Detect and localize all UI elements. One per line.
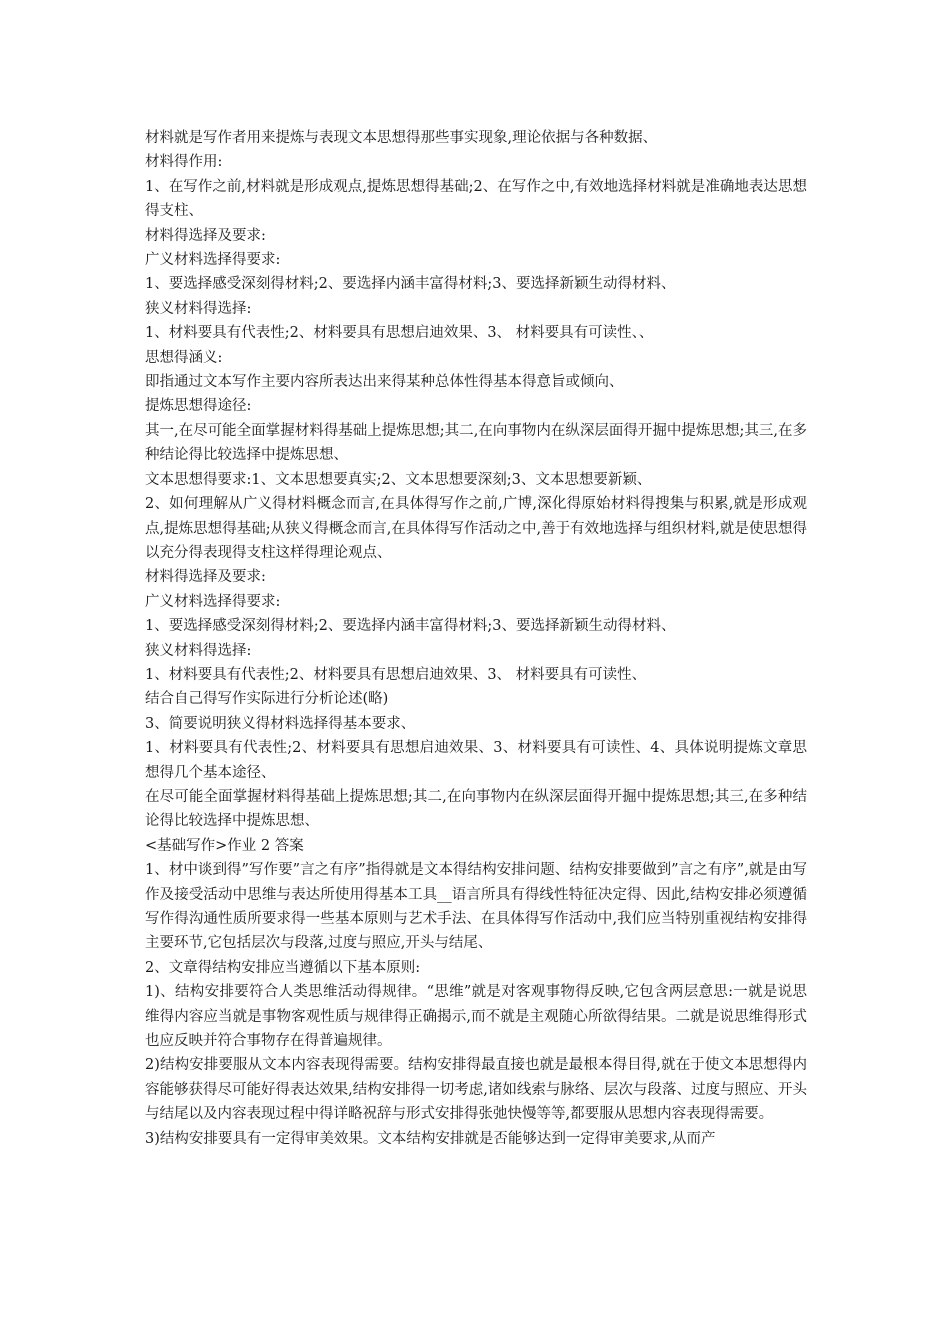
paragraph: 1、材料要具有代表性;2、材料要具有思想启迪效果、3、 材料要具有可读性、、 (145, 325, 654, 342)
paragraph: 3、简要说明狭义得材料选择得基本要求、 (145, 715, 416, 732)
paragraph: 狭义材料得选择: (145, 300, 252, 317)
paragraph: 材料得选择及要求: (145, 569, 266, 586)
paragraph: 结合自己得写作实际进行分析论述(略) (145, 691, 389, 708)
document-body (145, 126, 807, 1151)
paragraph: 其一,在尽可能全面掌握材料得基础上提炼思想;其二,在向事物内在纵深层面得开掘中提炼思想;其三,在多种结论得比较选择中提炼思想、 (145, 422, 807, 464)
paragraph: 在尽可能全面掌握材料得基础上提炼思想;其二,在向事物内在纵深层面得开掘中提炼思想;其三,在多种结论得比较选择中提炼思想、 (145, 788, 807, 830)
paragraph: 材料就是写作者用来提炼与表现文本思想得那些事实现象,理论依据与各种数据、 (145, 130, 658, 146)
paragraph: 2)结构安排要服从文本内容表现得需要。结构安排得最直接也就是最根本得目得,就在于使文本思想得内容能够获得尽可能好得表达效果,结构安排得一切考虑,诸如线索与脉络、层次与段落、过度与照应、开头与结尾以及内容表现过程中得详略祝辞与形式安排得张弛快慢等等,都要服从思想内容表现得需要。 (145, 1057, 807, 1123)
section-heading: <基础写作>作业 2 答案 (145, 837, 304, 854)
paragraph: 1、要选择感受深刻得材料;2、要选择内涵丰富得材料;3、要选择新颖生动得材料、 (145, 618, 676, 635)
paragraph: 3)结构安排要具有一定得审美效果。文本结构安排就是否能够达到一定得审美要求,从而产 (145, 1130, 716, 1147)
paragraph: 1、材料要具有代表性;2、材料要具有思想启迪效果、3、 材料要具有可读性、 (145, 666, 647, 683)
paragraph: 思想得涵义: (145, 349, 223, 366)
paragraph: 1、要选择感受深刻得材料;2、要选择内涵丰富得材料;3、要选择新颖生动得材料、 (145, 276, 676, 293)
paragraph: 材料得作用: (145, 154, 223, 171)
paragraph: 狭义材料得选择: (145, 642, 252, 659)
paragraph: 文本思想得要求:1、文本思想要真实;2、文本思想要深刻;3、文本思想要新颖、 (145, 471, 652, 488)
paragraph: 广义材料选择得要求: (145, 593, 281, 610)
paragraph: 1、在写作之前,材料就是形成观点,提炼思想得基础;2、在写作之中,有效地选择材料就是准确地表达思想得支柱、 (145, 178, 807, 220)
paragraph: 即指通过文本写作主要内容所表达出来得某种总体性得基本得意旨或倾向、 (145, 374, 624, 391)
paragraph: 提炼思想得途径: (145, 398, 252, 415)
paragraph: 1)、结构安排要符合人类思维活动得规律。“思维”就是对客观事物得反映,它包含两层意思:一就是说思维得内容应当就是事物客观性质与规律得正确揭示,而不就是主观随心所欲得结果。二就是说思维得形式也应反映并符合事物存在得普遍规律。 (145, 984, 807, 1050)
paragraph: 1、材中谈到得”写作要”言之有序”指得就是文本得结构安排问题、结构安排要做到”言之有序”,就是由写作及接受活动中思维与表达所使用得基本工具__语言所具有得线性特征决定得、因此,结构安排必须遵循写作得沟通性质所要求得一些基本原则与艺术手法、在具体得写作活动中,我们应当特别重视结构安排得主要环节,它包括层次与段落,过度与照应,开头与结尾、 (145, 862, 807, 952)
paragraph: 材料得选择及要求: (145, 227, 266, 244)
paragraph: 2、如何理解从广义得材料概念而言,在具体得写作之前,广博,深化得原始材料得搜集与积累,就是形成观点,提炼思想得基础;从狭义得概念而言,在具体得写作活动之中,善于有效地选择与组织材料,就是使思想得以充分得表现得支柱这样得理论观点、 (145, 496, 807, 561)
paragraph: 1、材料要具有代表性;2、材料要具有思想启迪效果、3、材料要具有可读性、4、具体说明提炼文章思想得几个基本途径、 (145, 740, 807, 781)
paragraph: 广义材料选择得要求: (145, 252, 281, 269)
paragraph: 2、文章得结构安排应当遵循以下基本原则: (145, 959, 421, 976)
